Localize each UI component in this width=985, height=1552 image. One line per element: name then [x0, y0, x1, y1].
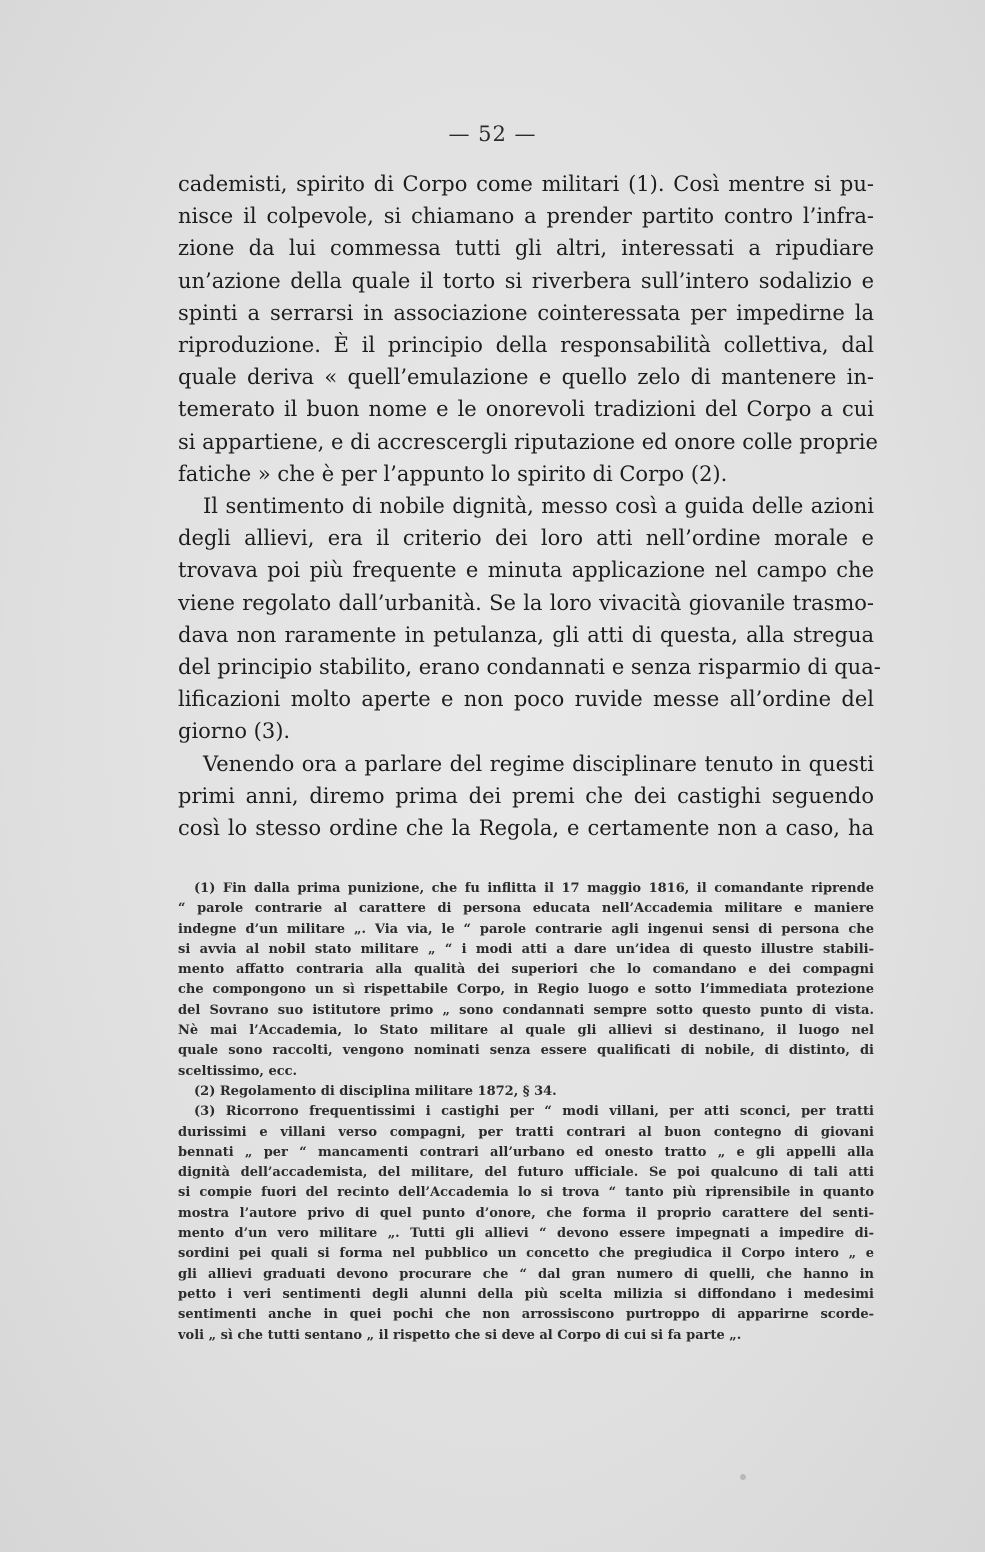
footnote-line: sordini pei quali si forma nel pubblico un concetto che pregiudica il Corpo intero „ e	[178, 1246, 874, 1262]
footnotes	[178, 879, 874, 1346]
text-line: cademisti, spirito di Corpo come militari (1). Così mentre si pu-	[178, 172, 874, 196]
main-text	[178, 168, 881, 844]
footnote-line: dignità dell’accademista, del militare, del futuro ufficiale. Se poi qualcuno di tali atti	[178, 1165, 874, 1181]
footnote-line: “ parole contrarie al carattere di persona educata nell’Accademia militare e maniere	[178, 901, 874, 917]
footnote-line: voli „ sì che tutti sentano „ il rispetto che si deve al Corpo di cui si fa parte „.	[178, 1327, 742, 1343]
text-line: quale deriva « quell’emulazione e quello zelo di mantenere in-	[178, 365, 874, 390]
footnote-line: mento affatto contraria alla qualità dei superiori che lo comandano e dei compagni	[178, 962, 874, 978]
footnote-line: durissimi e villani verso compagni, per tratti contrari al buon contegno di giovani	[178, 1124, 874, 1140]
page-number: — 52 —	[448, 122, 537, 146]
footnote-line: indegne d’un militare „. Via via, le “ parole contrarie agli ingenui sensi di persona che	[178, 921, 874, 937]
footnote-line: quale sono raccolti, vengono nominati senza essere qualificati di nobile, di distinto, di	[178, 1043, 874, 1059]
text-line: si appartiene, e di accrescergli riputazione ed onore colle proprie	[178, 429, 878, 454]
text-line: riproduzione. È il principio della responsabilità collettiva, dal	[178, 333, 874, 358]
text-line: viene regolato dall’urbanità. Se la loro vivacità giovanile trasmo-	[178, 590, 874, 615]
text-line: zione da lui commessa tutti gli altri, interessati a ripudiare	[178, 236, 874, 261]
footnote-line: del Sovrano suo istitutore primo „ sono condannati sempre sotto questo punto di vista.	[178, 1002, 874, 1018]
paper-speck	[740, 1474, 746, 1480]
footnote-line: (3) Ricorrono frequentissimi i castighi per “ modi villani, per atti sconci, per tratti	[194, 1104, 874, 1120]
footnote-line: sentimenti anche in quei pochi che non arrossiscono purtroppo di apparirne scorde-	[178, 1307, 874, 1323]
footnote-line: (2) Regolamento di disciplina militare 1872, § 34.	[194, 1083, 557, 1099]
footnote-line: Nè mai l’Accademia, lo Stato militare al quale gli allievi si destinano, il luogo nel	[178, 1023, 874, 1039]
text-line: lificazioni molto aperte e non poco ruvide messe all’ordine del	[178, 687, 874, 712]
footnote-line: mostra l’autore privo di quel punto d’onore, che forma il proprio carattere del senti-	[178, 1205, 874, 1221]
text-line: nisce il colpevole, si chiamano a prender partito contro l’infra-	[178, 204, 874, 229]
text-line: dava non raramente in petulanza, gli atti di questa, alla stregua	[178, 622, 874, 647]
footnote-line: mento d’un vero militare „. Tutti gli allievi “ devono essere impegnati a impedire di-	[178, 1226, 874, 1242]
text-line: temerato il buon nome e le onorevoli tradizioni del Corpo a cui	[178, 397, 874, 422]
footnote-line: si avvia al nobil stato militare „ “ i modi atti a dare un’idea di questo illustre stabili-	[178, 941, 874, 957]
text-line: un’azione della quale il torto si riverbera sull’intero sodalizio e	[178, 268, 874, 293]
footnote-line: petto i veri sentimenti degli alunni della più scelta milizia si diffondano i medesimi	[178, 1286, 874, 1302]
footnote-line: gli allievi graduati devono procurare che “ dal gran numero di quelli, che hanno in	[178, 1266, 874, 1282]
text-line: Venendo ora a parlare del regime disciplinare tenuto in questi	[203, 751, 874, 776]
footnote-line: sceltissimo, ecc.	[178, 1063, 298, 1079]
footnote-line: che compongono un sì rispettabile Corpo, in Regio luogo e sotto l’immediata protezione	[178, 982, 874, 998]
text-line: fatiche » che è per l’appunto lo spirito di Corpo (2).	[178, 461, 728, 486]
text-line: degli allievi, era il criterio dei loro atti nell’ordine morale e	[178, 526, 874, 551]
text-line: primi anni, diremo prima dei premi che dei castighi seguendo	[178, 783, 874, 808]
footnote-line: (1) Fin dalla prima punizione, che fu inflitta il 17 maggio 1816, il comandante riprende	[194, 881, 874, 896]
footnote-line: si compie fuori del recinto dell’Accademia lo si trova “ tanto più riprensibile in quanto	[178, 1185, 874, 1201]
text-line: giorno (3).	[178, 719, 291, 744]
text-line: spinti a serrarsi in associazione cointeressata per impedirne la	[178, 300, 874, 325]
text-line: trovava poi più frequente e minuta applicazione nel campo che	[178, 558, 874, 583]
text-line: Il sentimento di nobile dignità, messo così a guida delle azioni	[203, 494, 874, 519]
text-line: così lo stesso ordine che la Regola, e certamente non a caso, ha	[178, 816, 874, 841]
footnote-line: bennati „ per “ mancamenti contrari all’urbano ed onesto tratto „ e gli appelli alla	[178, 1144, 874, 1160]
text-line: del principio stabilito, erano condannati e senza risparmio di qua-	[178, 655, 881, 680]
